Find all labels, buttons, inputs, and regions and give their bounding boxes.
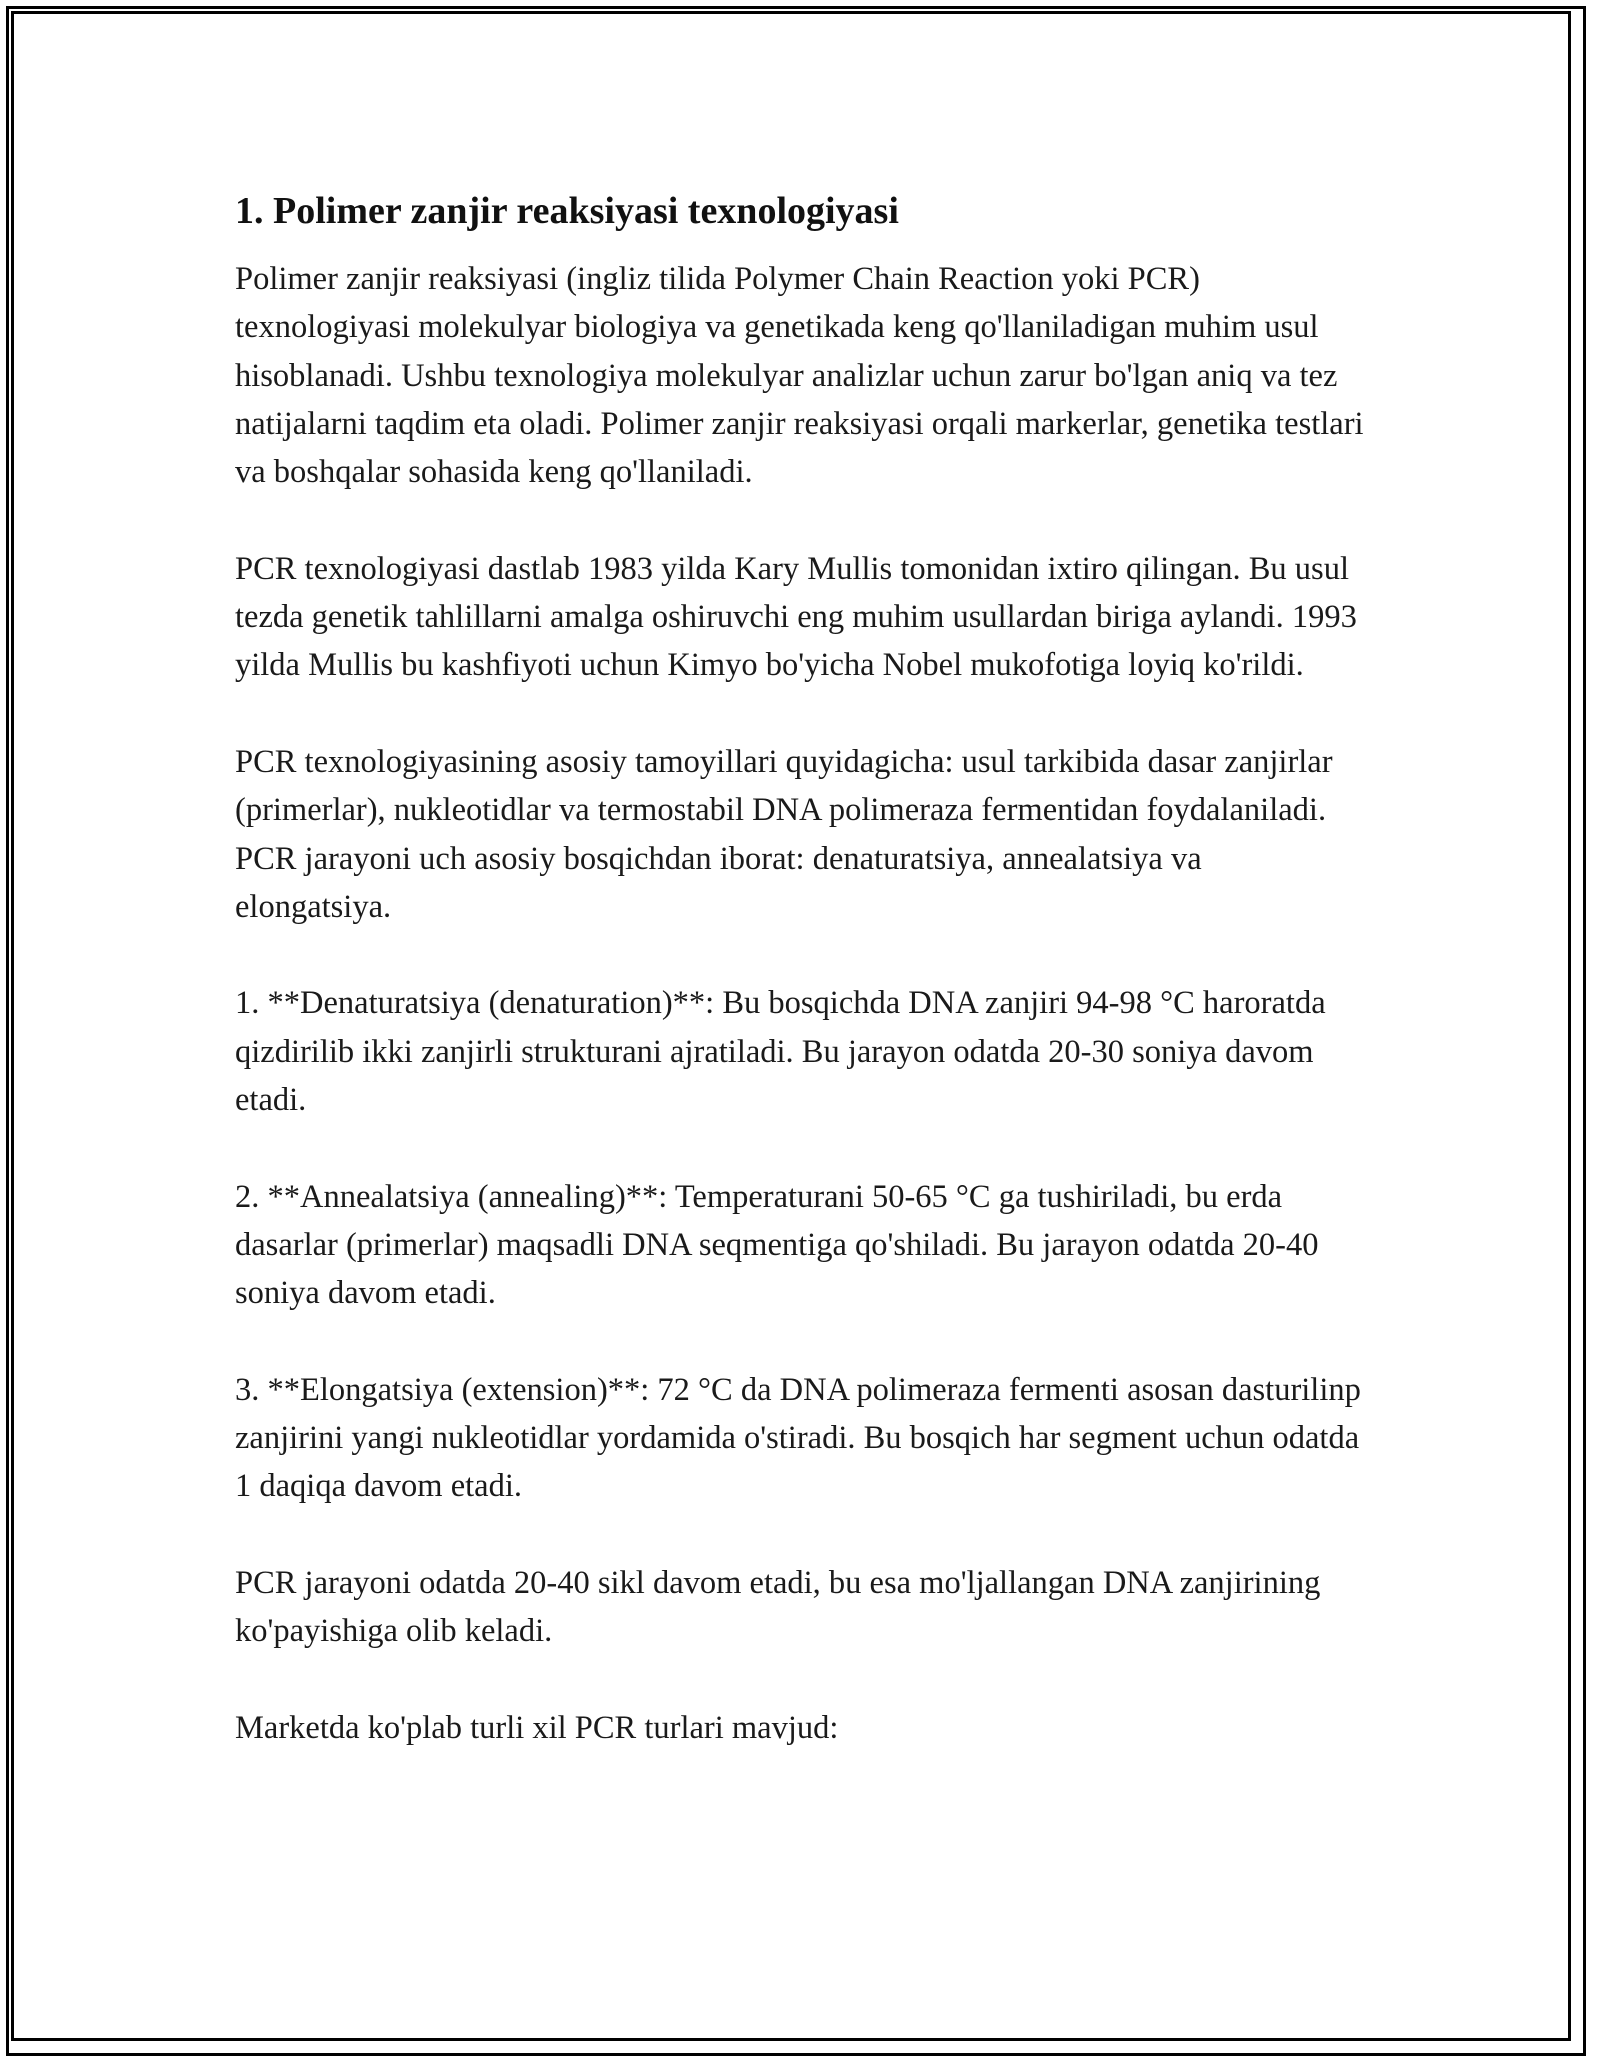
document-title: 1. Polimer zanjir reaksiyasi texnologiyasi (235, 190, 899, 232)
paragraph-step-annealing: 2. **Annealatsiya (annealing)**: Temperaturani 50-65 °C ga tushiriladi, bu erda dasarlar (primerlar) maqsadli DNA seqmentiga qo'shiladi. Bu jarayon odatda 20-40 soniya davom etadi. (235, 1178, 1319, 1312)
paragraph-cycles: PCR jarayoni odatda 20-40 sikl davom etadi, bu esa mo'ljallangan DNA zanjirining ko'payishiga olib keladi. (235, 1565, 1321, 1650)
document-body (235, 185, 1365, 1801)
paragraph-step-extension: 3. **Elongatsiya (extension)**: 72 °C da DNA polimeraza fermenti asosan dasturilinp zanjirini yangi nukleotidlar yordamida o'stiradi. Bu bosqich har segment uchun odatda 1 daqiqa davom etadi. (235, 1371, 1361, 1505)
paragraph-step-denaturation: 1. **Denaturatsiya (denaturation)**: Bu bosqichda DNA zanjiri 94-98 °C haroratda qizdirilib ikki zanjirli strukturani ajratiladi. Bu jarayon odatda 20-30 soniya davom etadi. (235, 985, 1326, 1119)
paragraph-pcr-types-intro: Marketda ko'plab turli xil PCR turlari mavjud: (235, 1709, 839, 1746)
paragraph-history: PCR texnologiyasi dastlab 1983 yilda Kary Mullis tomonidan ixtiro qilingan. Bu usul tezda genetik tahlillarni amalga oshiruvchi eng muhim usullardan biriga aylandi. 1993 yilda Mullis bu kashfiyoti uchun Kimyo bo'yicha Nobel mukofotiga loyiq ko'rildi. (235, 550, 1357, 684)
paragraph-principles: PCR texnologiyasining asosiy tamoyillari quyidagicha: usul tarkibida dasar zanjirlar (primerlar), nukleotidlar va termostabil DNA polimeraza fermentidan foydalaniladi. PCR jarayoni uch asosiy bosqichdan iborat: denaturatsiya, annealatsiya va elongatsiya. (235, 743, 1333, 925)
paragraph-intro: Polimer zanjir reaksiyasi (ingliz tilida Polymer Chain Reaction yoki PCR) texnologiyasi molekulyar biologiya va genetikada keng qo'llaniladigan muhim usul hisoblanadi. Ushbu texnologiya molekulyar analizlar uchun zarur bo'lgan aniq va tez natijalarni taqdim eta oladi. Polimer zanjir reaksiyasi orqali markerlar, genetika testlari va boshqalar sohasida keng qo'llaniladi. (235, 261, 1364, 491)
